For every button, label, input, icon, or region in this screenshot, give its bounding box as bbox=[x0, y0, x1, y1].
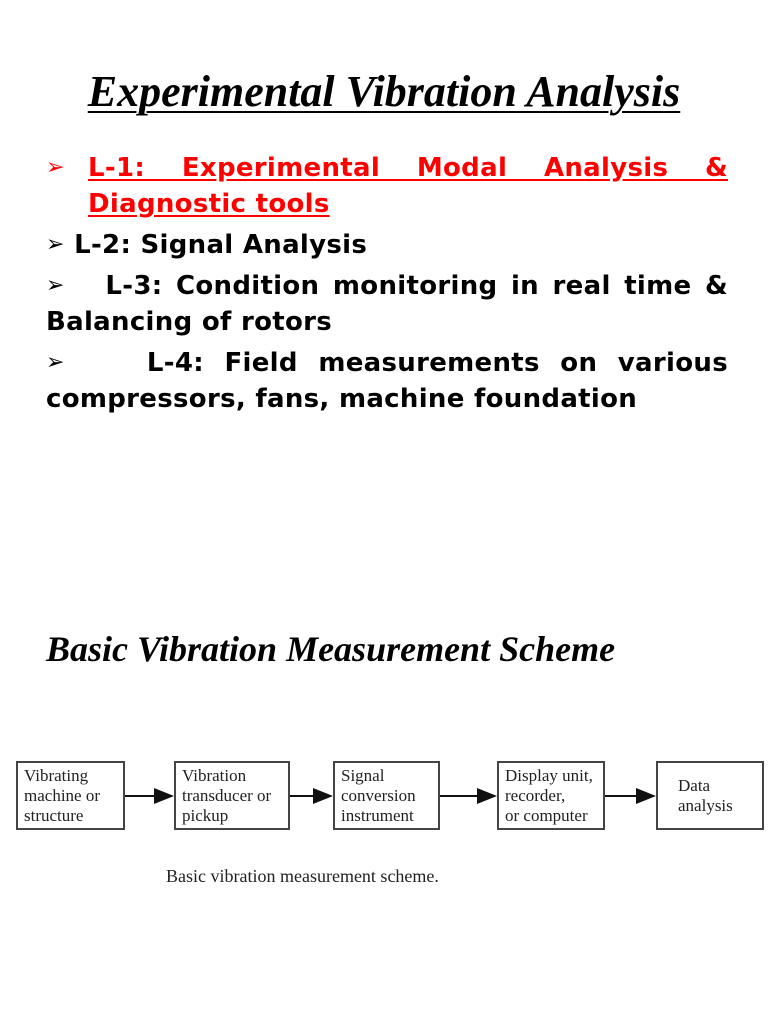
section-subtitle: Basic Vibration Measurement Scheme bbox=[46, 629, 616, 669]
scheme-box-signal-conversion bbox=[333, 761, 440, 830]
box-label-line: Vibration bbox=[182, 766, 247, 785]
box-label-line: analysis bbox=[678, 796, 733, 815]
box-label-line: Signal bbox=[341, 766, 385, 785]
box-label-line: machine or bbox=[24, 786, 100, 805]
arrow-bullet-icon: ➢ bbox=[46, 350, 65, 375]
arrow-bullet-icon: ➢ bbox=[46, 232, 65, 257]
box-label-line: conversion bbox=[341, 786, 416, 805]
lecture-item-3 bbox=[46, 268, 728, 340]
box-label-line: structure bbox=[24, 806, 84, 825]
lecture-item-1 bbox=[46, 150, 728, 222]
scheme-box-display-unit bbox=[497, 761, 605, 830]
box-label-line: recorder, bbox=[505, 786, 566, 805]
box-label-line: Display unit, bbox=[505, 766, 593, 785]
box-label-line: instrument bbox=[341, 806, 414, 825]
scheme-box-vibrating-machine bbox=[16, 761, 125, 830]
lecture-item-text: L-1: Experimental Modal Analysis & Diagnostic tools bbox=[88, 153, 728, 219]
scheme-box-data-analysis bbox=[656, 761, 764, 830]
box-label-line: Vibrating bbox=[24, 766, 89, 785]
lecture-item-text: L-4: Field measurements on various compressors, fans, machine foundation bbox=[46, 348, 728, 414]
box-label-line: or computer bbox=[505, 806, 588, 825]
arrow-bullet-icon: ➢ bbox=[46, 273, 65, 298]
box-label-line: pickup bbox=[182, 806, 229, 825]
box-label-line: transducer or bbox=[182, 786, 272, 805]
scheme-box-transducer bbox=[174, 761, 290, 830]
lecture-item-text: L-2: Signal Analysis bbox=[74, 230, 368, 260]
lecture-item-2 bbox=[46, 227, 728, 263]
arrow-bullet-icon: ➢ bbox=[46, 155, 65, 180]
box-label-line: Data bbox=[678, 776, 711, 795]
lecture-list bbox=[46, 150, 728, 422]
lecture-item-4 bbox=[46, 345, 728, 417]
page-title: Experimental Vibration Analysis bbox=[87, 67, 681, 116]
lecture-item-text: L-3: Condition monitoring in real time & Balancing of rotors bbox=[46, 271, 728, 337]
diagram-caption: Basic vibration measurement scheme. bbox=[166, 866, 439, 886]
